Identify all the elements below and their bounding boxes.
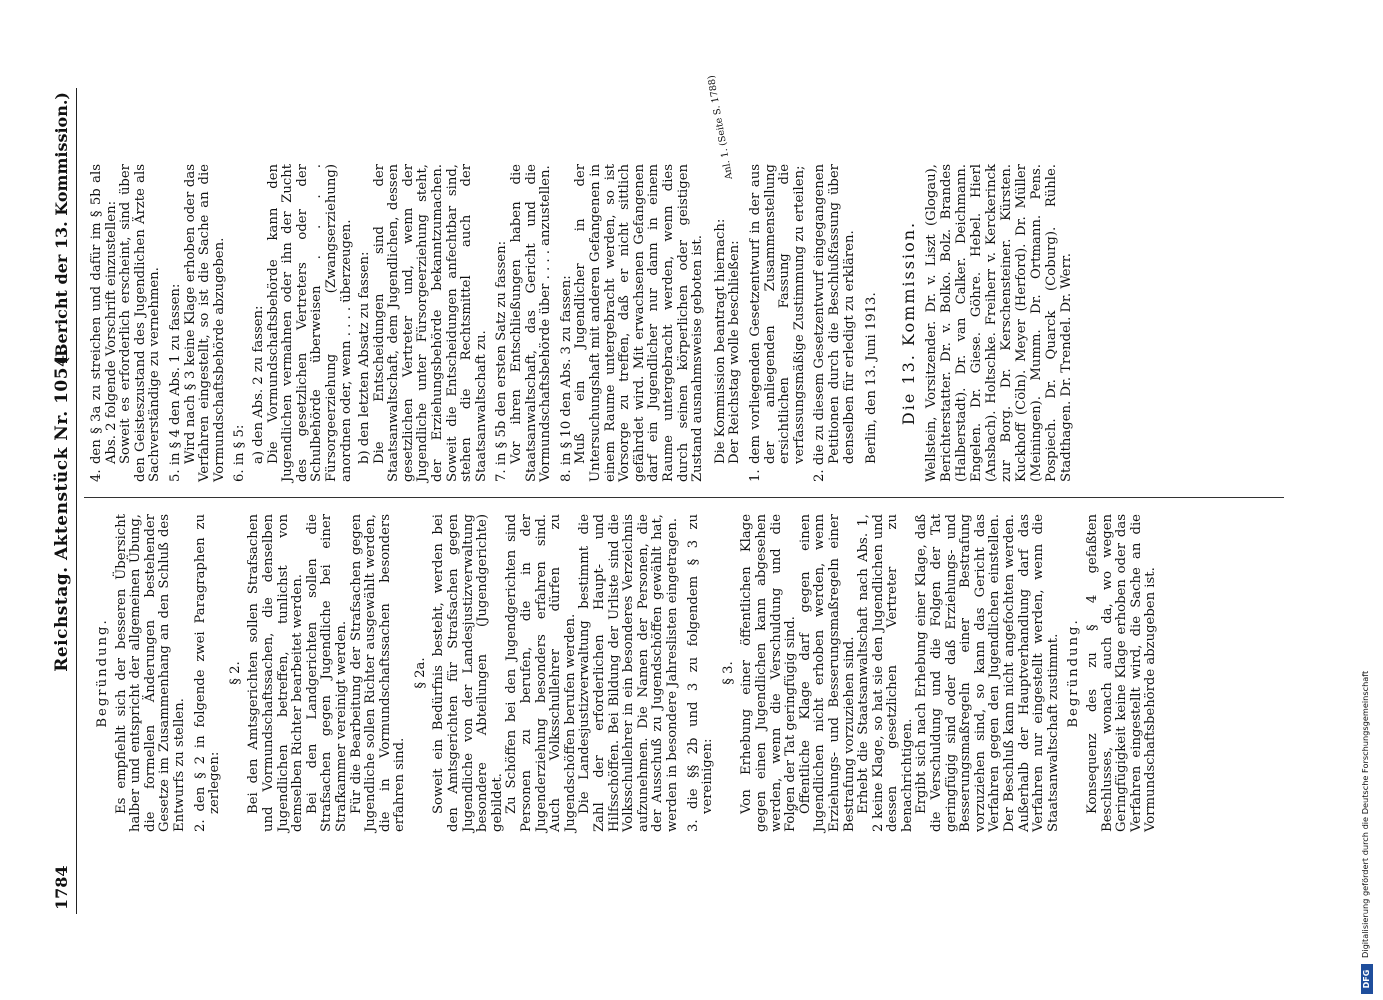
header-rule <box>76 88 77 914</box>
document-title: Reichstag. Aktenstück Nr. 1054. <box>52 348 72 672</box>
list-item: 2. den § 2 in folgende zwei Paragraphen zu zerlegen: <box>192 514 223 832</box>
list-item: 6. in § 5: <box>232 424 248 482</box>
sub-item: b) den letzten Absatz zu fassen: <box>357 251 373 464</box>
paragraph: Bei den Landgerichten sollen die Strafsachen gegen Jugendliche bei einer Strafkammer vereinigt werden. <box>304 514 349 832</box>
left-column <box>90 514 1159 832</box>
paragraph: Wird nach § 3 keine Klage erhoben oder das Verfahren eingestellt, so ist die Sache an die Vormundschaftsbehörde abzugeben. <box>182 164 227 482</box>
paragraph: Öffentliche Klage darf gegen einen Jugendlichen nicht erhoben werden, wenn Erziehungs- und Besserungsmaßregeln einer Bestrafung vorzuziehen sind. <box>797 514 857 832</box>
right-column <box>90 164 1074 482</box>
signature-title: Die 13. Kommission. <box>898 220 918 426</box>
resolution-item: 2. die zu diesem Gesetzentwurf eingegangenen Petitionen durch die Beschlußfassung über denselben für erledigt zu erklären. <box>812 164 857 482</box>
paragraph: Soweit es erforderlich erscheint, sind über den Geisteszustand des Jugendlichen Ärzte als Sachverständige zu vernehmen. <box>118 164 163 482</box>
paragraph: Muß ein Jugendlicher in der Untersuchungshaft mit anderen Gefangenen in einem Raume untergebracht werden, so ist Vorsorge zu treffen, daß er nicht sittlich gefährdet wird. Mit erwachsenen Gefangenen darf ein Jugendlicher nur dann in einem Raume untergebracht werden, wenn dies durch seinen körperlichen oder geistigen Zustand ausnahmsweise geboten ist. <box>573 164 706 482</box>
paragraph: Zu Schöffen bei den Jugendgerichten sind Personen zu berufen, die in der Jugenderziehung besonders erfahren sind. Auch Volksschullehrer dürfen zu Jugendschöffen berufen werden. <box>504 514 578 832</box>
section-heading: Begründung. <box>1066 618 1082 728</box>
paragraph: Die Kommission beantragt hiernach: <box>712 218 728 464</box>
column-divider <box>84 497 1284 498</box>
paragraph: Der Reichstag wolle beschließen: <box>727 240 743 464</box>
date-line: Berlin, den 13. Juni 1913. <box>864 292 880 464</box>
sub-item: a) den Abs. 2 zu fassen: <box>250 305 266 464</box>
paragraph: Für die Bearbeitung der Strafsachen gegen Jugendliche sollen Richter ausgewählt werden, die in Vormundschaftssachen besonders erfahren sind. <box>348 514 408 832</box>
paragraph: Die Vormundschaftsbehörde kann den Jugendlichen vermahnen oder ihn der Zucht des gesetzlichen Vertreters oder der Schulbehörde überweisen . . . . Fürsorgeerziehung (Zwangserziehung) anordnen oder, wenn . . . . überzeugen. <box>265 164 354 482</box>
list-item: 5. in § 4 den Abs. 1 zu fassen: <box>167 283 183 482</box>
paragraph: Vor ihren Entschließungen haben die Staatsanwaltschaft, das Gericht und die Vormundschaftsbehörde über . . . . anzustellen. <box>509 164 554 482</box>
paragraph: Bei den Amtsgerichten sollen Strafsachen und Vormundschaftssachen, die denselben Jugendlichen betreffen, tunlichst von demselben Richter bearbeitet werden. <box>246 514 306 832</box>
report-title: (Bericht der 13. Kommission.) <box>52 92 71 365</box>
paragraph-heading: § 2. <box>227 661 243 685</box>
list-item: 7. in § 5b den ersten Satz zu fassen: <box>494 240 510 482</box>
list-item: 8. in § 10 den Abs. 3 zu fassen: <box>558 275 574 482</box>
dfg-logo: DFG <box>1361 964 1373 994</box>
list-item: 3. die §§ 2b und 3 zu folgendem § 3 zu vereinigen: <box>685 514 716 832</box>
paragraph: Die Entscheidungen sind der Staatsanwaltschaft, dem Jugendlichen, dessen gesetzlichen Vertreter und, wenn der Jugendliche unter Fürsorgeerziehung steht, der Erziehungsbehörde bekanntzumachen. Soweit die Entscheidungen anfechtbar sind, stehen die Rechtsmittel auch der Staatsanwaltschaft zu. <box>371 164 489 482</box>
margin-note: Anl. 1. (Seite S. 1788) <box>705 74 736 181</box>
signature-names: Wellstein, Vorsitzender. Dr. v. Liszt (Glogau), Berichterstatter. Dr. v. Bolko. Bolz. Brandes (Halberstadt). Dr. van Calker. Deichmann. Engelen. Dr. Giese. Göhre. Hebel. Hierl (Ansbach). Holtschke. Freiherr v. Kerckerinck zur Borg. Dr. Kerschensteiner. Kürsten. Kuckhoff (Cöln). Meyer (Herford). Dr. Müller (Meiningen). Mumm. Dr. Ortmann. Pens. Pospiech. Dr. Quarck (Coburg). Rühle. Stadthagen. Dr. Trendel. Dr. Werr. <box>924 164 1075 482</box>
paragraph-heading: § 2a. <box>412 657 428 689</box>
paragraph: Ergibt sich nach Erhebung einer Klage, daß die Verschuldung und die Folgen der Tat geringfügig sind oder daß Erziehungs- und Besserungsmaßregeln einer Bestrafung vorzuziehen sind, so kann das Gericht das Verfahren gegen den Jugendlichen einstellen. Der Beschluß kann nicht angefochten werden. Außerhalb der Hauptverhandlung darf das Verfahren nur eingestellt werden, wenn die Staatsanwaltschaft zustimmt. <box>914 514 1061 832</box>
page-number: 1784 <box>52 865 71 910</box>
paragraph-heading: § 3. <box>720 661 736 685</box>
paragraph: Soweit ein Bedürfnis besteht, werden bei den Amtsgerichten für Strafsachen gegen Jugendliche von der Landesjustizverwaltung besondere Abteilungen (Jugendgerichte) gebildet. <box>431 514 505 832</box>
section-heading: Begründung. <box>95 618 110 728</box>
paragraph: Von Erhebung einer öffentlichen Klage gegen einen Jugendlichen kann abgesehen werden, wenn die Verschuldung und die Folgen der Tat geringfügig sind. <box>739 514 799 832</box>
paragraph: Es empfiehlt sich der besseren Übersicht halber und entspricht der allgemeinen Übung, die formellen Änderungen bestehender Gesetze im Zusammenhang an den Schluß des Entwurfs zu stellen. <box>113 514 187 832</box>
resolution-item: 1. dem vorliegenden Gesetzentwurf in der aus der anliegenden Zusammenstellung ersichtlichen Fassung die verfassungsmäßige Zustimmung zu erteilen; <box>747 164 807 482</box>
paragraph: Die Landesjustizverwaltung bestimmt die Zahl der erforderlichen Haupt- und Hilfsschöffen. Bei Bildung der Urliste sind die Volksschullehrer in ein besonderes Verzeichnis aufzunehmen. Die Namen der Personen, die der Ausschuß zu Jugendschöffen gewählt hat, werden in besondere Jahreslisten eingetragen. <box>577 514 680 832</box>
paragraph: Konsequenz des zu § 4 gefaßten Beschlusses, wonach auch da, wo wegen Geringfügigkeit keine Klage erhoben oder das Verfahren eingestellt wird, die Sache an die Vormundschaftsbehörde abzugeben ist. <box>1085 514 1159 832</box>
funding-note: Digitalisierung gefördert durch die Deutsche Forschungsgemeinschaft <box>1360 670 1370 958</box>
list-item: 4. den § 3a zu streichen und dafür im § 5b als Abs. 2 folgende Vorschrift einzustellen: <box>89 164 119 482</box>
paragraph: Erhebt die Staatsanwaltschaft nach Abs. 1, 2 keine Klage, so hat sie den Jugendlichen und dessen gesetzlichen Vertreter zu benachrichtigen. <box>856 514 915 832</box>
